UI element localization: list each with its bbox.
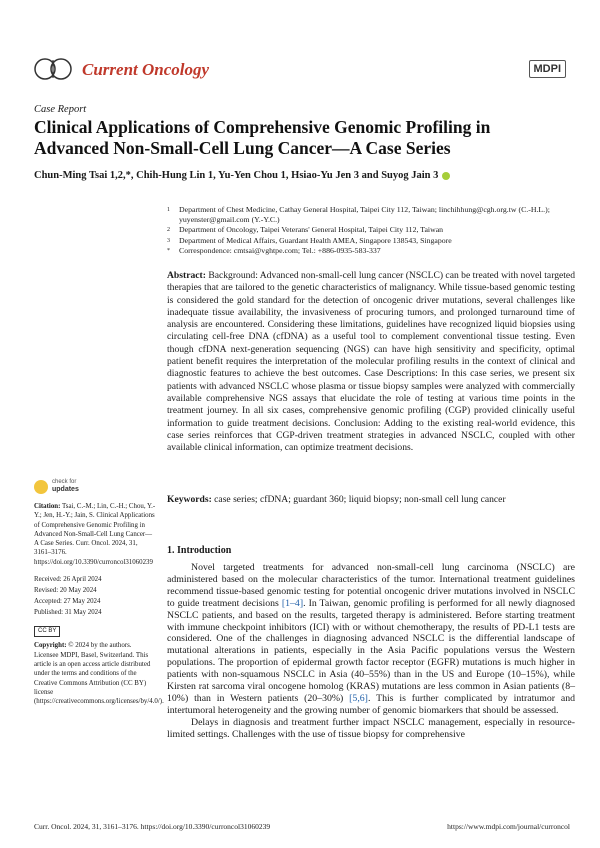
accepted-date: Accepted: 27 May 2024 [34,598,101,606]
keywords-label: Keywords: [167,494,212,505]
correspondence: * Correspondence: cmtsai@vghtpe.com; Tel.: +886-0935-583-337 [167,245,381,255]
check-for-updates[interactable]: check for updates [34,479,104,497]
keywords-text: case series; cfDNA; guardant 360; liquid biopsy; non-small cell lung cancer [214,494,506,505]
journal-logo-icon [34,56,74,82]
publisher-logo[interactable]: MDPI [529,60,567,78]
published-date: Published: 31 May 2024 [34,609,102,617]
orcid-icon[interactable] [442,172,450,180]
section-heading: 1. Introduction [167,545,232,556]
article-type: Case Report [34,104,87,115]
author-names: Chun-Ming Tsai 1,2,*, Chih-Hung Lin 1, Yu-Yen Chou 1, Hsiao-Yu Jen 3 and Suyog Jain 3 [34,170,439,181]
reference-link[interactable]: [1–4] [281,597,304,609]
journal-header [34,56,570,86]
check-updates-icon [34,480,48,494]
introduction-body [167,562,575,741]
reference-link[interactable]: [5,6] [349,692,368,704]
affiliation-item: 3 Department of Medical Affairs, Guardant Health AMEA, Singapore 138543, Singapore [167,235,452,245]
cc-license-badge[interactable]: CC BY [34,626,60,637]
citation: Citation: Tsai, C.-M.; Lin, C.-H.; Chou, Y.-Y.; Jen, H.-Y.; Jain, S. Clinical Applications of Comprehensive Genomic Profiling in Advanced Non-Small-Cell Lung Cancer—A Case Series. Curr. Oncol. 2024, 31, 3161–3176. https://doi.org/10.3390/curroncol31060239 [34,503,156,566]
affiliation-item: 1 Department of Chest Medicine, Cathay General Hospital, Taipei City 112, Taiwan; linchihhung@cgh.org.tw (C.-H.L.); yuyenster@gmail.com (Y.-Y.C.) [167,205,550,225]
keywords [167,494,575,505]
abstract [167,270,575,454]
paragraph: Novel targeted treatments for advanced non-small-cell lung carcinoma (NSCLC) are administered based on the molecular characteristics of the tumor. International treatment guidelines recommend tissue-based genomic testing for potential oncogenic driver mutations involved in NSCLC to guide treatment decisions [1–4]. In Taiwan, genomic profiling is performed for all newly diagnosed NSCLC patients, and based on the results, targeted therapy is administered. Before starting treatment with immune checkpoint inhibitors (ICI) with or without chemotherapy, the results of PD-L1 tests are considered. One of the challenges in diagnosing advanced NSCLC is the differential landscape of mutational alterations in patients, especially in the Asia Pacific populations versus the Western populations. The proportion of epidermal growth factor receptor (EGFR) mutations is much higher in patients with non-squamous NSCLC in Asia (40–55%) than in the US and Europe (10–15%), while Kirsten rat sarcoma viral oncogene homolog (KRAS) mutations are less common in Asian patients (8–10%) than in Western patients (20–30%) [5,6]. This is further complicated by intratumor and intertumoral heterogeneity and the growing number of genomic biomarkers that should be assessed. [167,562,575,716]
abstract-text: Background: Advanced non-small-cell lung cancer (NSCLC) can be treated with novel targeted therapies that are tailored to the genetic characteristics of malignancy. While tissue-based genomic testing is considered the gold standard for the detection of oncogenic driver mutations, several challenges like inadequate tissue availability, the invasiveness of procuring tumors, and prolonged turnaround time of analysis are encountered. Considering these limitations, guidelines have recognized liquid biopsies using circulating cell-free DNA (cfDNA) as a useful tool to complement conventional tissue testing. Even though cfDNA next-generation sequencing (NGS) can have high sensitivity and specificity, optimal patient benefit requires the interpretation of the molecular profiling results in the context of clinical and diagnostic features to achieve the best outcomes. Case Descriptions: In this case series, we present six patients with advanced NSCLC whose plasma or tissue biopsy samples were analyzed with commercially available comprehensive NGS assays that elucidate the role of testing at various time points in the treatment journey. In all six cases, comprehensive genomic profiling (CGP) provided clinically useful information to guide treatment decisions. Conclusion: Adding to the existing real-world evidence, this case series reinforces that CGP-driven treatment strategies in advanced NSCLC, coupled with other available clinical information, can optimize treatment decisions. [167,270,575,454]
footer-citation: Curr. Oncol. 2024, 31, 3161–3176. https://doi.org/10.3390/curroncol31060239 [34,822,271,831]
article-dates [34,574,156,618]
copyright: Copyright: © 2024 by the authors. Licensee MDPI, Basel, Switzerland. This article is an open access article distributed under the terms and conditions of the Creative Commons Attribution (CC BY) license (https://creativecommons.org/licenses/by/4.0/). [34,642,164,706]
sidebar [34,502,164,713]
affiliations [167,205,577,256]
article-title: Clinical Applications of Comprehensive Genomic Profiling in Advanced Non-Small-Cell Lung Cancer—A Case Series [34,117,491,158]
received-date: Received: 26 April 2024 [34,576,102,584]
page-footer [34,822,570,831]
paragraph: Delays in diagnosis and treatment further impact NSCLC management, especially in resource-limited settings. Challenges with the use of tissue biopsy for comprehensive [167,716,575,740]
abstract-label: Abstract: [167,270,206,281]
footer-journal-url[interactable]: https://www.mdpi.com/journal/curroncol [447,822,570,831]
affiliation-item: 2 Department of Oncology, Taipei Veterans' General Hospital, Taipei City 112, Taiwan [167,225,444,235]
author-list [34,170,574,181]
journal-name[interactable]: Current Oncology [82,60,210,79]
revised-date: Revised: 20 May 2024 [34,587,97,595]
